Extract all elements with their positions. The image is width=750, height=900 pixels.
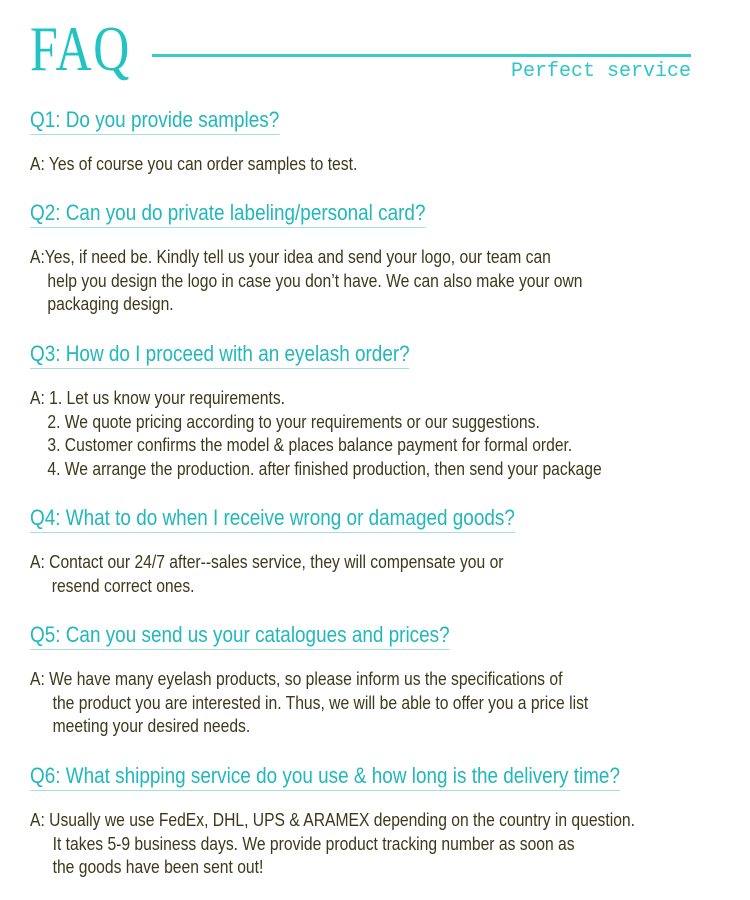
- answer-1: [30, 153, 357, 177]
- answer-line: A: We have many eyelash products, so please inform us the specifications of: [30, 669, 563, 689]
- question-4: Q4: What to do when I receive wrong or damaged goods?: [30, 504, 515, 533]
- answer-6: [30, 809, 635, 880]
- answer-line: resend correct ones.: [51, 575, 195, 596]
- answer-line: A: 1. Let us know your requirements.: [30, 388, 286, 408]
- answer-5: [30, 668, 588, 739]
- answer-2: [30, 246, 583, 317]
- answer-line: the product you are interested in. Thus, we will be able to offer you a price list: [52, 692, 589, 713]
- question-5: Q5: Can you send us your catalogues and prices?: [30, 621, 450, 650]
- question-1: Q1: Do you provide samples?: [30, 106, 279, 135]
- answer-line: A:Yes, if need be. Kindly tell us your idea and send your logo, our team can: [30, 247, 551, 267]
- answer-line: A: Yes of course you can order samples to test.: [30, 154, 358, 174]
- page-subtitle: Perfect service: [510, 60, 691, 83]
- answer-line: A: Usually we use FedEx, DHL, UPS & ARAMEX depending on the country in question.: [30, 810, 635, 830]
- question-2: Q2: Can you do private labeling/personal card?: [30, 199, 425, 228]
- answer-line: It takes 5-9 business days. We provide product tracking number as soon as: [52, 833, 575, 854]
- answer-line: the goods have been sent out!: [52, 857, 264, 877]
- answer-line: 2. We quote pricing according to your requirements or our suggestions.: [47, 411, 540, 432]
- answer-line: 3. Customer confirms the model & places balance payment for formal order.: [47, 435, 573, 455]
- answer-4: [30, 551, 503, 598]
- answer-line: A: Contact our 24/7 after--sales service, they will compensate you or: [30, 552, 504, 572]
- answer-line: packaging design.: [47, 294, 174, 314]
- answer-3: [30, 387, 602, 481]
- page-title: FAQ: [30, 13, 131, 84]
- answer-line: 4. We arrange the production. after finished production, then send your package: [47, 458, 602, 479]
- answer-line: help you design the logo in case you don’t have. We can also make your own: [47, 270, 583, 291]
- question-6: Q6: What shipping service do you use & how long is the delivery time?: [30, 762, 620, 791]
- title-divider: [152, 54, 691, 57]
- question-3: Q3: How do I proceed with an eyelash order?: [30, 340, 410, 369]
- answer-line: meeting your desired needs.: [52, 716, 251, 736]
